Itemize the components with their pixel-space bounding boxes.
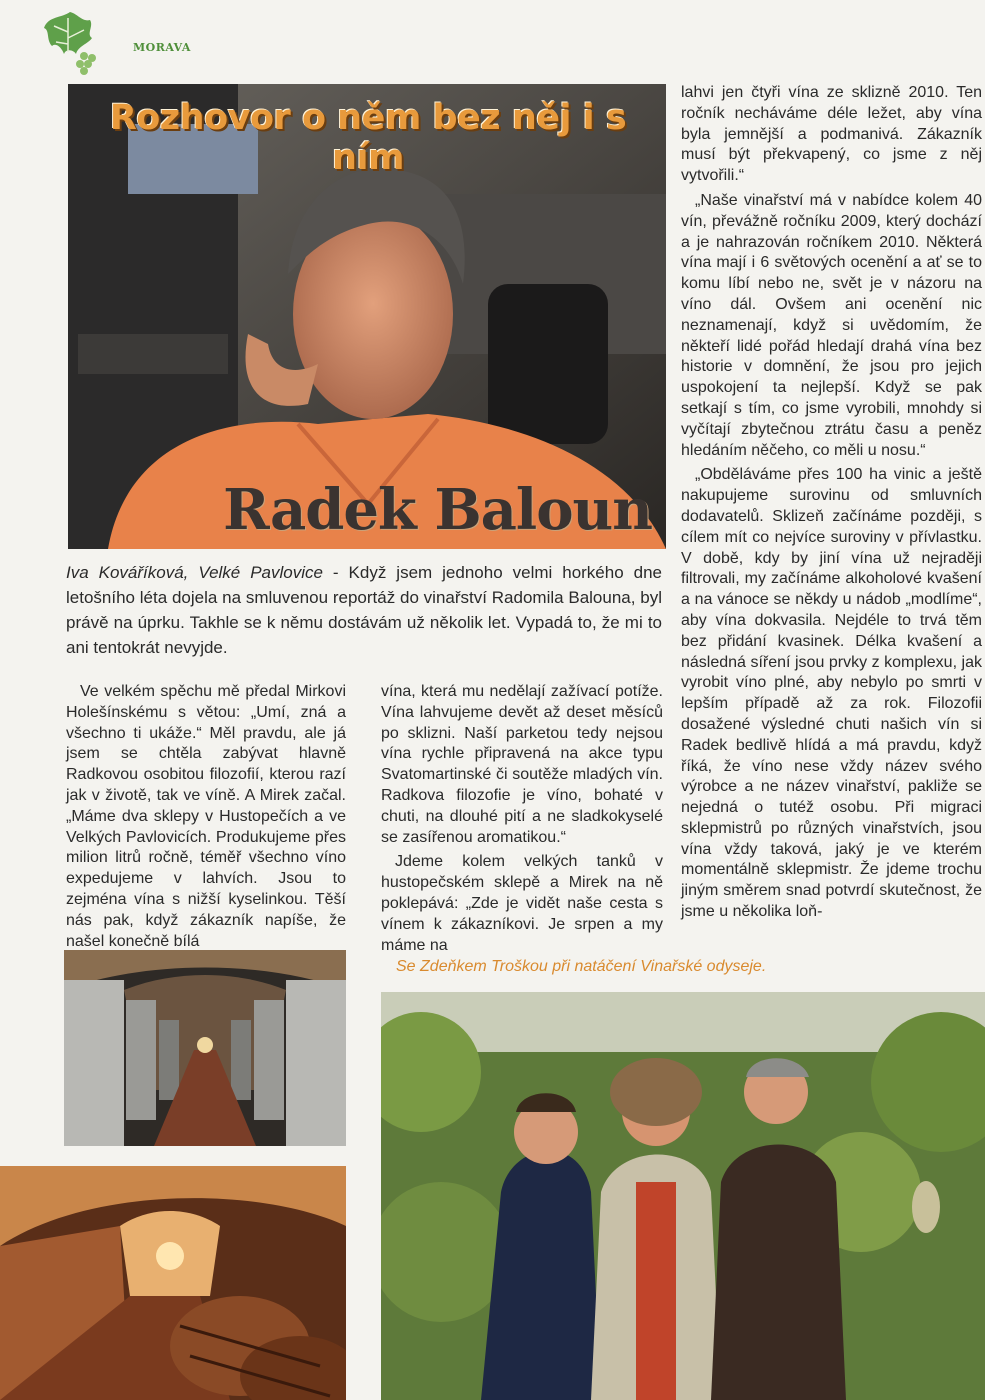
text-column-1: [66, 682, 346, 956]
lead-paragraph: [66, 560, 662, 660]
magazine-section-logo: [40, 8, 191, 76]
paragraph: lahvi jen čtyři vína ze sklizně 2010. Ten ročník necháváme déle ležet, aby vína byla jemnější a podmanivá. Zákazník musí být překvapený, co jsme z něj vytvořili.“: [681, 84, 982, 185]
cellar-tanks-illustration: [64, 950, 346, 1146]
paragraph: Jdeme kolem velkých tanků v hustopečském sklepě a Mirek na ně poklepává: „Zde je vidět naše cesta s vínem k zákazníkovi. Je srpen a my máme na: [381, 853, 663, 954]
barrel-cellar-photo: [0, 1166, 346, 1400]
barrel-cellar-illustration: [0, 1166, 346, 1400]
paragraph: „Obděláváme přes 100 ha vinic a ještě nakupujeme surovinu od smluvních dodavatelů. Sklizeň začínáme později, s cílem mít co nejvíce suroviny v přívlastku. V době, kdy by jiní vína už nejraději filtrovali, my začínáme alkoholové kvašení a na vánoce se někdy u nádob „modlíme“, aby vína dokvasila. Nejdéle to trvá těm bez přidání kvasinek. Délka kvašení a následná síření jsou prvky z komplexu, jak vyrobit víno plné, aby nebylo po smrti v lepším případě až za rok. Filozofii dosažené výsledné chuti našich vín si Radek bedlivě hlídá a má pravdu, když říká, že víno nese vždy název svého výrobce a ne název vinařství, pakliže se nejedná o tutéž osobu. Při migraci sklepmistrů po různých vinařstvích, jsou vína vždy taková, jaký je ve kterém momentálně sklepmistr. Že jdeme trochu jiným směrem snad potvrdí skutečnost, že jsme u několika loň-: [681, 466, 982, 921]
photo-caption: Se Zdeňkem Troškou při natáčení Vinařské odyseje.: [396, 958, 767, 975]
vineyard-group-photo: [381, 992, 985, 1400]
lead-text: - Když jsem jednoho velmi horkého dne letošního léta dojela na smluvenou reportáž do vinařství Radomila Balouna, byl právě na úprku. Takhle se k němu dostávám už několik let. Vypadá to, že mi to ani tentokrát nevyjde.: [66, 563, 662, 657]
grape-leaf-icon: [40, 8, 100, 76]
cellar-tanks-photo: [64, 950, 346, 1146]
paragraph: vína, která mu nedělají zažívací potíže. Vína lahvujeme devět až deset měsíců po sklizni. Naší parketou tedy nejsou vína rychle připravená na akce typu Svatomartinské či soutěže mladých vín. Radkova filozofie je víno, bohaté v chuti, na dlouhé pití a ne sladkokyselé se zasířenou aromatikou.“: [381, 683, 663, 846]
vineyard-group-illustration: [381, 992, 985, 1400]
paragraph: „Naše vinařství má v nabídce kolem 40 vín, převážně ročníku 2009, který dochází a je nahrazován ročníkem 2010. Některá vína mají i 6 světových ocenění a ať se to komu líbí nebo ne, svět je v názoru na víno dál. Ovšem ani ocenění nic neznamenají, když si uvědomím, že někteří lidé pořád hledají drahá vína bez historie v domnění, že jsou pro jejich uspokojení ta nejlepší. Když se pak setkají s tím, co jsme vyrobili, mnohdy si vyčítají zbytečnou ztrátu času a peněz hledáním něčeho, co měli u nosu.“: [681, 191, 982, 459]
section-label: MORAVA: [133, 41, 191, 54]
paragraph: Ve velkém spěchu mě předal Mirkovi Holešínskému s větou: „Umí, zná a všechno ti ukáže.“ Měl pravdu, ale já jsem se chtěla zabývat hlavně Radkovou osobitou filozofií, kterou razí jak v životě, tak ve víně. A Mirek začal. „Máme dva sklepy v Hustopečích a ve Velkých Pavlovicích. Produkujeme přes milion litrů ročně, téměř všechno víno expedujeme v lahvích. Jsou to zejména vína s nižší kyselinkou. Těší nás pak, když zákazník napíše, že našel konečně bílá: [66, 683, 346, 950]
text-column-3: [681, 83, 982, 927]
portrait-photo: [68, 84, 666, 549]
byline: Iva Kováříková, Velké Pavlovice: [66, 563, 323, 582]
interviewee-name: Radek Baloun: [223, 477, 652, 543]
article-title: Rozhovor o něm bez něj i s ním: [109, 98, 627, 178]
text-column-2: [381, 682, 663, 960]
